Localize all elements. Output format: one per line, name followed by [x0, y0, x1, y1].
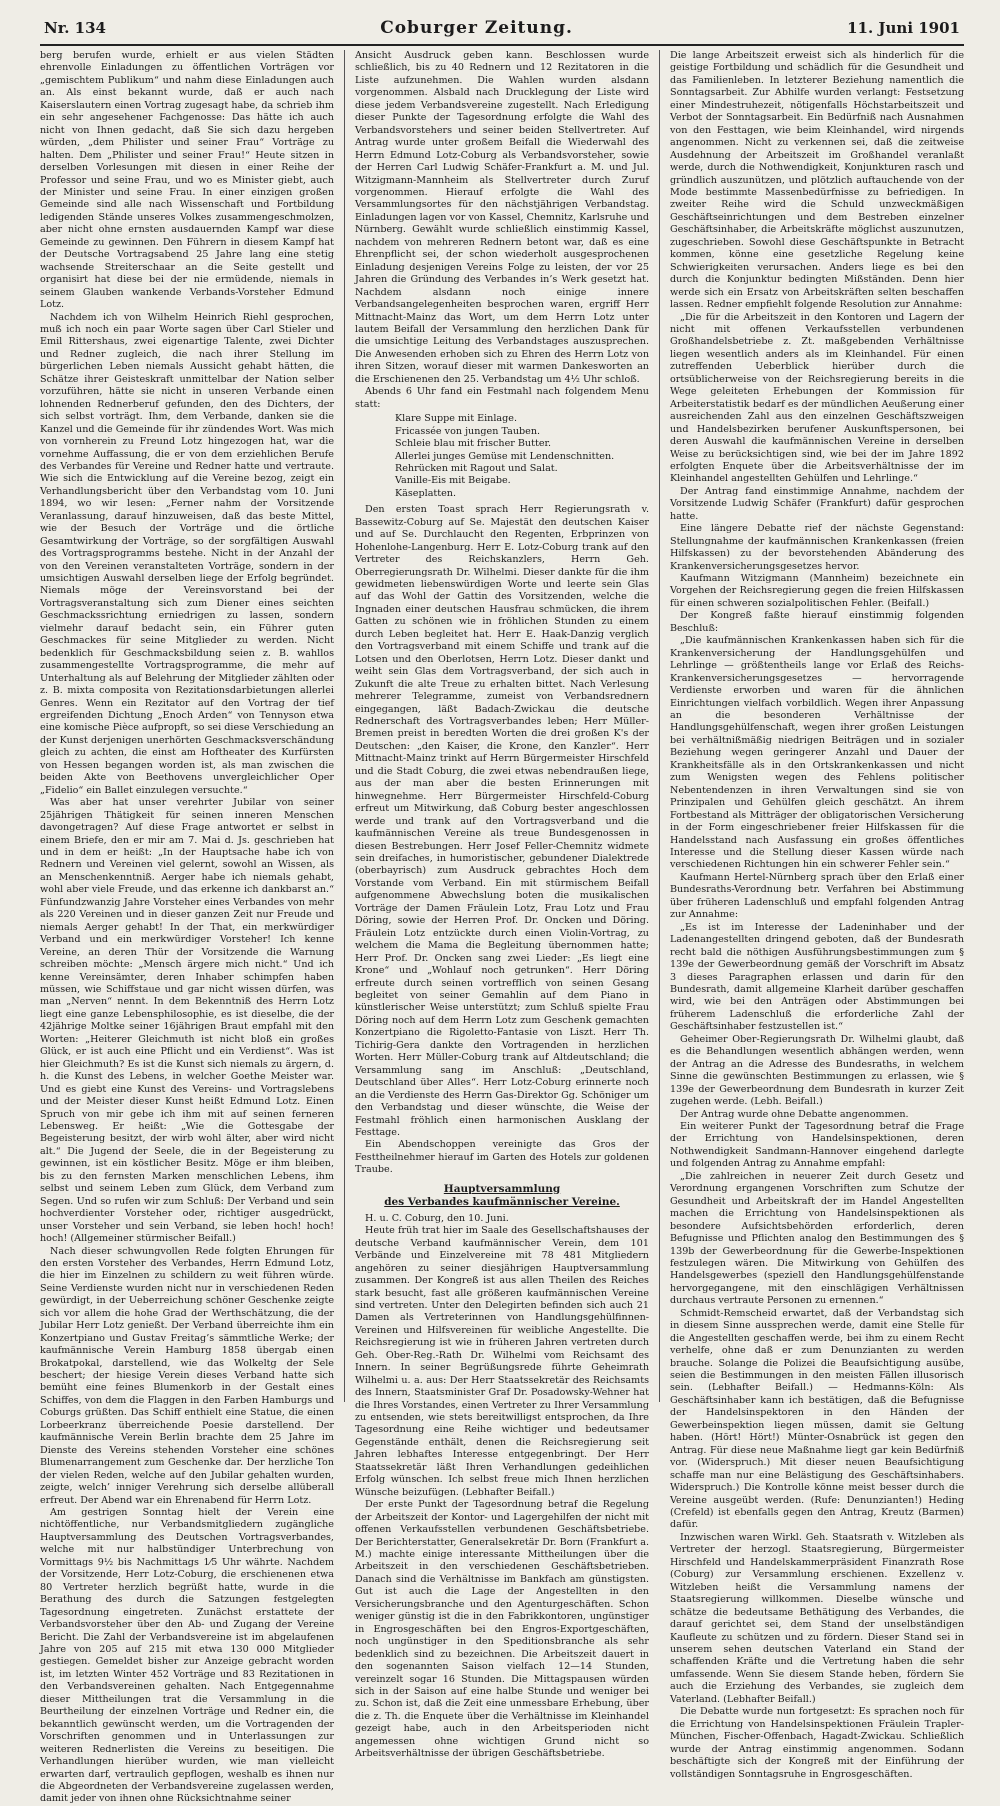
newspaper-title: Coburger Zeitung.: [380, 18, 573, 38]
menu-item: Käseplatten.: [395, 487, 457, 499]
paragraph: Schmidt-Remscheid erwartet, daß der Verbandstag sich in diesem Sinne aussprechen werde, damit eine Stelle für die Angestellten geschaffen werde, bei ihm zu einem Recht verhelfe, ohne daß er zum Denunzianten zu werden brauche. Solange die Polizei die Beaufsichtigung ausübe, seien die Bestimmungen in den meisten Fällen illusorisch sein. (Lebhafter Beifall.) — Hedmanns-Köln: Als Geschäftsinhaber kann ich bestätigen, daß die Befugnisse der Handelsinspektoren in den Händen der Gewerbeinspektion liegen müssen, damit sie Geltung haben. (Hört! Hört!) Münter-Osnabrück ist gegen den Antrag. Für diese neue Maßnahme liegt gar kein Bedürfniß vor. (Widerspruch.) Mit dieser neuen Beaufsichtigung schaffe man nur eine Belästigung des Geschäftsinhabers. Widerspruch.) Die Kontrolle könne meist besser durch die Vereine ausgeübt werden. (Rufe: Denunzianten!) Heding (Crefeld) ist ebenfalls gegen den Antrag, Kreutz (Barmen) dafür.: [670, 1307, 964, 1531]
paragraph: Der erste Punkt der Tagesordnung betraf die Regelung der Arbeitszeit der Kontor- und Lagergehilfen der nicht mit offenen Verkaufsstellen verbundenen Geschäftsbetriebe. Der Berichterstatter, Generalsekretär Dr. Born (Frankfurt a. M.) machte einige interessante Mittheilungen über die Arbeitszeit in den verschiedenen Geschäftsbetrieben. Danach sind die Verhältnisse im Bankfach am günstigsten. Gut ist auch die Lage der Angestellten in den Versicherungsbranche und den Agenturgeschäften. Schon weniger günstig ist die in den Fabrikkontoren, ungünstiger in Engrosgeschäften bei den Engros-Exportgeschäften, noch ungünstiger in den Speditionsbranche als sehr bedenklich sind zu bezeichnen. Die Arbeitszeit dauert in den sogenannten Saison vielfach 12—14 Stunden, vereinzelt sogar 16 Stunden. Die Mittagspausen würden sich in der Saison auf eine halbe Stunde und weniger bei zu. Schon ist, daß die Zeit eine unmessbare Erhebung, über die z. Th. die Enquete über die Verhältnisse im Kleinhandel gezeigt habe, auch in den Arbeitsperioden nicht angemessen ohne wichtigen Grund nicht so Arbeitsverhältnisse der übrigen Geschäftsbetriebe.: [355, 1499, 649, 1760]
column-divider: [659, 50, 660, 1402]
paragraph: Ein weiterer Punkt der Tagesordnung betraf die Frage der Errichtung von Handelsinspektionen, deren Nothwendigkeit Sandmann-Hannover eingehend darlegte und folgenden Antrag zu Annahme empfahl:: [670, 1120, 964, 1170]
paragraph: Der Kongreß faßte hierauf einstimmig folgenden Beschluß:: [670, 610, 964, 634]
paragraph: Am gestrigen Sonntag hielt der Verein eine nichtöffentliche, nur Verbandsmitgliedern zugängliche Hauptversammlung des Deutschen Vortragsverbandes, welche mit nur halbstündiger Unterbrechung von Vormittags 9½ bis Nachmittags 1⁄5 Uhr währte. Nachdem der Vorsitzende, Herr Lotz-Coburg, die erschienenen etwa 80 Vertreter herzlich begrüßt hatte, wurde in die Berathung des durch die Satzungen festgelegten Tagesordnung eingetreten. Zunächst erstattete der Verbandsvorsteher über den Ab- und Zugang der Vereine Bericht. Die Zahl der Verbandsvereine ist im abgelaufenen Jahre von 205 auf 215 mit etwa 130 000 Mitglieder gestiegen. Gemeldet bisher zur Anzeige gebracht worden ist, im letzten Winter 452 Vorträge und 83 Rezitationen in den Verbandsvereinen gehalten. Nach Entgegennahme dieser Mittheilungen trat die Versammlung in die Beurtheilung der einzelnen Vorträge und Redner ein, die bekanntlich gewünscht werden, um die Vortragenden der Vorschriften genommen und in Unterlassungen zur weiteren Rednerlisten die Vereins zu beseitigen. Die Verhandlungen hierüber wurden, wie man vielleicht erwarten darf, vertraulich gepflogen, weshalb es ihnen nur die Abgeordneten der Verbandsvereine zugelassen werden, damit jeder von ihnen ohne Rücksichtnahme seiner: [40, 1507, 334, 1805]
paragraph: „Die zahlreichen in neuerer Zeit durch Gesetz und Verordnung ergangenen Vorschriften zum Schutze der Gesundheit und Arbeitskraft der im Handel Angestellten machen die Errichtung von Handelsinspektionen als besondere Aufsichtsbehörden erforderlich, deren Befugnisse und Pflichten analog den Bestimmungen des § 139b der Gewerbeordnung für die Gewerbe-Inspektionen festzulegen wären. Die Mitwirkung von Gehülfen des Handelsgewerbes (speziell den Handlungsgehülfenstande hervorgegangene, mit den einschlägigen Verhältnissen durchaus vertraute Personen zu ernennen.“: [670, 1170, 964, 1307]
issue-date: 11. Juni 1901: [847, 19, 960, 37]
paragraph: berg berufen wurde, erhielt er aus vielen Städten ehrenvolle Einladungen zu öffentlichen Vorträgen vor „gemischtem Publikum“ und nahm diese Einladungen auch an. Als einst bekannt wurde, daß er auch nach Kaiserslautern einen Vortrag zugesagt habe, da schrieb ihm ein sehr angesehener Fachgenosse: Das hätte ich auch nicht von Ihnen gedacht, daß Sie sich dazu hergeben würden, „dem Philister und seiner Frau“ Vorträge zu halten. Dem „Philister und seiner Frau!“ Heute sitzen in derselben Vorlesungen mit diesen in einer Reihe der Professor und seine Frau, und wo es Minister giebt, auch der Minister und seine Frau. In einer einzigen großen Gemeinde sind alle nach Wissenschaft und Fortbildung ledigenden Stände unseres Volkes zusammengeschmolzen, aber nicht ohne ernsten ausdauernden Kampf war diese Gemeinde zu gewinnen. Den Führern in diesem Kampf hat der Deutsche Vortragsabend 25 Jahre lang eine stetig wachsende Streiterschaar an die Seite gestellt und organisirt hat diese bei der nie ermüdende, niemals in seinem Glauben wankende Verbands-Vorsteher Edmund Lotz.: [40, 50, 334, 311]
menu-item: Klare Suppe mit Einlage.: [395, 413, 518, 425]
paragraph: Nach dieser schwungvollen Rede folgten Ehrungen für den ersten Vorsteher des Verbandes, Herrn Edmund Lotz, die hier im Einzelnen zu schildern zu weit führen würde. Seine Verdienste wurden nicht nur in verschiedenen Reden gewürdigt, in der Ueberreichung schöner Geschenke zeigte sich vor allem die hohe Grad der Werthschätzung, die der Jubilar Herr Lotz genießt. Der Verband überreichte ihm ein Konzertpiano und Gustav Freitag’s sämmtliche Werke; der kaufmännische Verein Hamburg 1858 übergab einen Brokatpokal, darstellend, wie das Wolkeltg der Sele beschert; der hiesige Verein dieses Verband hatte sich bemüht eine feines Blumenkorb in der Gestalt eines Schiffes, von dem die Flaggen in den Farben Hamburgs und Coburgs grüßten. Das Schiff enthielt eine Statue, die einen Lorbeerkranz überreichende Poesie darstellend. Der kaufmännische Verein Berlin brachte dem 25 Jahre im Dienste des Vereins stehenden Vorsteher eine schönes Blumenarrangement zum Geschenke dar. Der herzliche Ton der vielen Reden, welche auf den Jubilar gehalten wurden, zeigte, welch’ inniger Verehrung sich derselbe allüberall erfreut. Der Abend war ein Ehrenabend für Herrn Lotz.: [40, 1245, 334, 1506]
paragraph: Was aber hat unser verehrter Jubilar von seiner 25jährigen Thätigkeit für seinen inneren Menschen davongetragen? Auf diese Frage antwortet er selbst in einem Briefe, den er mir am 7. Mai d. Js. geschrieben hat und in dem er heißt: „In der Hauptsache habe ich von Rednern und Vereinen viel gelernt, sowohl an Wissen, als an Menschenkenntniß. Aerger habe ich niemals gehabt, wohl aber viele Freude, und das erkenne ich dankbarst an.“ Fünfundzwanzig Jahre Vorsteher eines Verbandes von mehr als 220 Vereinen und in dieser ganzen Zeit nur Freude und niemals Aerger gehabt! In der That, ein merkwürdiger Verband und ein merkwürdiger Vorsteher! Ich kenne Vereine, an deren Thür der Vorsitzende die Warnung schreiben möchte: „Mensch ärgere mich nicht.“ Und ich kenne Vereinsämter, deren Inhaber schimpfen haben müssen, wie Schiffstaue und gar nicht wissen dürfen, was man „Nerven“ nennt. In dem Bekenntniß des Herrn Lotz liegt eine ganze Lebensphilosophie, es ist dieselbe, die der 42jährige Moltke seiner 16jährigen Braut empfahl mit den Worten: „Heiterer Gleichmuth ist nicht bloß ein großes Glück, er ist auch eine Pflicht und ein Verdienst“. Was ist hier Gleichmuth? Es ist die Kunst sich niemals zu ärgern, d. h. die Kunst des Lebens, in welcher Goethe Meister war. Und es giebt eine Kunst des Vereins- und Vortragslebens und der Meister dieser Kunst heißt Edmund Lotz. Einen Spruch von mir gebe ich ihm mit auf seinen ferneren Lebensweg. Er heißt: „Wie die Gottesgabe der Begeisterung besitzt, der wirb wohl älter, aber wird nicht alt.“ Die Jugend der Seele, die in der Begeisterung zu gewinnen, ist ein köstlicher Besitz. Möge er ihm bleiben, bis zu den fernsten Marken menschlichen Lebens, ihm selbst und seinem Leben zum Glück, dem Verband zum Segen. Und so rufen wir zum Schluß: Der Verband und sein hochverdienter Vorsteher oder, richtiger ausgedrückt, unser Vorsteher und sein Verband, sie leben hoch! hoch! hoch! (Allgemeiner stürmischer Beifall.): [40, 797, 334, 1245]
paragraph: Der Antrag fand einstimmige Annahme, nachdem der Vorsitzende Ludwig Schäfer (Frankfurt) dafür gesprochen hatte.: [670, 485, 964, 522]
paragraph: Nachdem ich von Wilhelm Heinrich Riehl gesprochen, muß ich noch ein paar Worte sagen über Carl Stieler und Emil Rittershaus, zwei eigenartige Talente, zwei Dichter und Redner zugleich, die nach ihrer Stellung im bürgerlichen Leben niemals Aussicht gehabt hätten, die Schätze ihrer Geisteskraft unmittelbar der Nation selber vorzuführen, hätte sie nicht in unseren Verbande einen lohnenden Rednerberuf gefunden, den des Dichters, der sich selbst vorträgt. Ihm, dem Verbande, danken sie die Kanzel und die Gemeinde für ihr zündendes Wort. Was mich von vornherein zu Freund Lotz hingezogen hat, war die vornehme Auffassung, die er von dem erziehlichen Berufe des Verbandes für Vereine und Redner hatte und vertraute. Wie sich die Entwicklung auf die Vereine bezog, zeigt ein Verhandlungsbericht über den Verbandstag vom 10. Juni 1894, wo wir lesen: „Ferner nahm der Vorsitzende Veranlassung, darauf hinzuweisen, daß das beste Mittel, wie der Besuch der Vorträge und die örtliche Gesamtwirkung der Vorträge, so der sorgfältigen Auswahl des Vortragsprogramms bestehe. Nicht in der Anzahl der von den Vereinen veranstalteten Vorträge, sondern in der umsichtigen Auswahl derselben liege der Erfolg begründet. Niemals möge der Vereinsvorstand bei der Vortragsveranstaltung sich zum Diener eines seichten Geschmackssrichtung erniedrigen zu lassen, sondern vielmehr darauf bedacht sein, ein Führer guten Geschmackes für seine Mitglieder zu werden. Nicht bedenklich für Geschmacksbildung seien z. B. wahllos zusammengestellte Vortragsprogramme, die mehr auf Unterhaltung als auf Belehrung der Mitglieder zählten oder z. B. mixta composita von Rezitationsdarbietungen allerlei Genres. Wenn ein Rezitator auf den Vortrag der tief ergreifenden Dichtung „Enoch Arden“ von Tennyson etwa eine komische Pièce aufpropft, so sei diese Verschiedung an der Kunst derjenigen unerhörten Geschmacksverschändung gleich zu achten, die einst am Hoftheater des Kurfürsten von Hessen begangen worden ist, als man zwischen die beiden Akte von Beethovens unvergleichlicher Oper „Fidelio“ ein Ballet einzulegen versuchte.“: [40, 311, 334, 796]
masthead: [40, 14, 964, 42]
paragraph: Ein Abendschoppen vereinigte das Gros der Festtheilnehmer hierauf im Garten des Hotels zur goldenen Traube.: [355, 1139, 649, 1176]
menu-item: Fricassée von jungen Tauben.: [395, 425, 541, 437]
paragraph: Heute früh trat hier im Saale des Gesellschaftshauses der deutsche Verband kaufmännischer Verein, dem 101 Verbände und Einzelvereine mit 78 481 Mitgliedern angehören zu seiner diesjährigen Hauptversammlung zusammen. Der Kongreß ist aus allen Theilen des Reiches stark besucht, fast alle größeren kaufmännischen Vereine sind vertreten. Unter den Delegirten befinden sich auch 21 Damen als Vertreterinnen von Handlungsgehülfinnen-Vereinen und Hilfsvereinen für weibliche Angestellte. Die Reichsregierung ist wie in früheren Jahren vertreten durch Geh. Ober-Reg.-Rath Dr. Wilhelmi vom Reichsamt des Innern. In seiner Begrüßungsrede führte Geheimrath Wilhelmi u. a. aus: Der Herr Staatssekretär des Reichsamts des Innern, Staatsminister Graf Dr. Posadowsky-Wehner hat die Ihres Vorstandes, einen Vertreter zu Ihrer Versammlung zu entsenden, wie stets bereitwilligst entsprochen, da Ihre Tagesordnung eine Reihe wichtiger und bedeutsamer Gegenstände enthält, denen die Reichsregierung seit Jahren lebhaftes Interesse entgegenbringt. Der Herr Staatssekretär läßt Ihren Verhandlungen gedeihlichen Erfolg wünschen. Ich selbst freue mich Ihnen herzlichen Wünsche beizufügen. (Lebhafter Beifall.): [355, 1225, 649, 1498]
text-columns: [40, 50, 964, 1805]
column-3: [670, 50, 964, 1780]
section-heading-line2: des Verbandes kaufmännischer Vereine.: [384, 1195, 620, 1208]
menu-item: Rehrücken mit Ragout und Salat.: [395, 462, 558, 474]
column-2: [355, 50, 649, 1760]
paragraph: „Die kaufmännischen Krankenkassen haben sich für die Krankenversicherung der Handlungsgehülfen und Lehrlinge — größtentheils lange vor Erlaß des Reichs-Krankenversicherungsgesetzes — hervorragende Verdienste erworben und waren für die ähnlichen Einrichtungen vielfach vorbildlich. Wegen ihrer Anpassung an die besonderen Verhältnisse der Handlungsgehülfenschaft, wegen ihrer großen Leistungen bei verhältnißmäßig niedrigen Beiträgen und in sozialer Beziehung wegen geringerer Anzahl und Dauer der Krankheitsfälle als in den Ortskrankenkassen und nicht zum Wenigsten wegen des Fehlens politischer Nebentendenzen in ihren Verwaltungen sind sie von Prinzipalen und Gehülfen gleich geschätzt. An ihrem Fortbestand als Mitträger der obligatorischen Versicherung in der Form eingeschriebener freier Hilfskassen für die Handelsstand nach Ausfassung ein großes öffentliches Interesse und die Stellung dieser Kassen würde nach verschiedenen Richtungen hin ein schwerer Fehler sein.“: [670, 635, 964, 871]
section-heading-line1: Hauptversammlung: [443, 1182, 561, 1195]
column-divider: [344, 50, 345, 1402]
paragraph: Die Debatte wurde nun fortgesetzt: Es sprachen noch für die Errichtung von Handelsinspektionen Fräulein Trapler-München, Fischer-Offenbach, Hagadt-Zwickau. Schließlich wurde der Antrag einstimmig angenommen. Sodann beschäftigte sich der Kongreß mit der Einführung der vollständigen Sonntagsruhe in Engrosgeschäften.: [670, 1706, 964, 1780]
paragraph: Die lange Arbeitszeit erweist sich als hinderlich für die geistige Fortbildung und schädlich für die Gesundheit und das Familienleben. In letzterer Beziehung namentlich die Sonntagsarbeit. Zur Abhilfe wurden verlangt: Festsetzung einer Mindestruhezeit, nötigenfalls Höchstarbeitszeit und Verbot der Sonntagsarbeit. Ein Bedürfniß nach Ausnahmen von den Festtagen, wie beim Kleinhandel, wird nirgends angenommen. Nicht zu verkennen sei, daß die zeitweise Ausdehnung der Arbeitszeit im Großhandel veranlaßt werde, durch die Nothwendigkeit, Konjunkturen rasch und gründlich auszunützen, und plötzlich auftauchende von der Mode bestimmte Massenbedürfnisse zu befriedigen. In zweiter Reihe wird die Schuld unzweckmäßigen Geschäftseinrichtungen und dem Bestreben einzelner Geschäftsinhaber, die Arbeitskräfte möglichst auszunutzen, zugeschrieben. Sowohl diese Geschäftspunkte in Betracht kommen, könne eine gesetzliche Regelung keine Schwierigkeiten verursachen. Anders liege es bei den durch die Konjunktur bedingten Mißständen. Denn hier werde sich ein Ersatz von Arbeitskräften selten beschaffen lassen. Redner empfiehlt folgende Resolution zur Annahme:: [670, 50, 964, 311]
paragraph: „Es ist im Interesse der Ladeninhaber und der Ladenangestellten dringend geboten, daß der Bundesrath recht bald die nöthigen Ausführungsbestimmungen zum § 139e der Gewerbeordnung gemäß der Vorschrift im Absatz 3 dieses Paragraphen erlassen und darin für den Bundesrath, damit allgemeine Klarheit darüber geschaffen wird, wie bei den Anträgen oder Abstimmungen bei früherem Ladenschluß die erforderliche Zahl der Geschäftsinhaber festzustellen ist.“: [670, 921, 964, 1033]
festmahl-menu: [395, 413, 649, 500]
menu-item: Allerlei junges Gemüse mit Lendenschnitten.: [395, 450, 615, 462]
column-1: [40, 50, 334, 1805]
menu-item: Schleie blau mit frischer Butter.: [395, 438, 552, 450]
issue-number: Nr. 134: [44, 19, 106, 37]
paragraph: Eine längere Debatte rief der nächste Gegenstand: Stellungnahme der kaufmännischen Krankenkassen (freien Hilfskassen) zu der bevorstehenden Abänderung des Krankenversicherungsgesetzes hervor.: [670, 523, 964, 572]
paragraph: „Die für die Arbeitszeit in den Kontoren und Lagern der nicht mit offenen Verkaufsstellen verbundenen Großhandelsbetriebe z. Zt. maßgebenden Verhältnisse liegen wesentlich anders als im Kleinhandel. Für einen zutreffenden Ueberblick hierüber durch die ortsüblicherweise von der Reichsregierung bereits in die Wege geleiteten Erhebungen der Kommission für Arbeiterstatistik bedarf es der mündlichen Aeußerung einer ausreichenden Zahl aus den einzelnen Geschäftszweigen und Handelsbezirken berufener Auskunftspersonen, bei deren Auswahl die kaufmännischen Vereine in derselben Weise zu berücksichtigen sind, wie bei der im Jahre 1892 erfolgten Enquete über die Arbeitsverhältnisse der im Kleinhandel angestellten Gehülfen und Lehrlinge.“: [670, 311, 964, 485]
paragraph: Kaufmann Witzigmann (Mannheim) bezeichnete ein Vorgehen der Reichsregierung gegen die freien Hilfskassen für einen schweren sozialpolitischen Fehler. (Beifall.): [670, 573, 964, 609]
paragraph: Inzwischen waren Wirkl. Geh. Staatsrath v. Witzleben als Vertreter der herzogl. Staatsregierung, Bürgermeister Hirschfeld und Handelskammerpräsident Finanzrath Rose (Coburg) zur Versammlung erschienen. Exzellenz v. Witzleben heißt die Versammlung namens der Staatsregierung willkommen. Dieselbe wünsche und schätze die bedeutsame Bethätigung des Verbandes, die darauf gerichtet sei, dem Stand der unselbständigen Kaufleute zu schützen und zu fördern. Dieser Stand sei in unserem sehen deutschen Vaterland ein Stand der schaffenden Kräfte und die Vertretung haben die sehr umfassende. Wenn Sie diesem Stande heben, fördern Sie auch die Erziehung des Verbandes, sie zugleich dem Vaterland. (Lebhafter Beifall.): [670, 1531, 964, 1705]
paragraph: Der Antrag wurde ohne Debatte angenommen.: [680, 1108, 909, 1120]
paragraph: Den ersten Toast sprach Herr Regierungsrath v. Bassewitz-Coburg auf Se. Majestät den deutschen Kaiser und auf Se. Durchlaucht den Regenten, Erbprinzen von Hohenlohe-Langenburg. Herr E. Lotz-Coburg trank auf den Vertreter des Reichskanzlers, Herrn Geh. Oberregierungsrath Dr. Wilhelmi. Dieser dankte für die ihm gewidmeten liebenswürdigen Worte und leerte sein Glas auf das Wohl der Gattin des Vorsitzenden, welche die Ingnaden einer deutschen Hausfrau schmücken, die ihrem Gatten zu schönen wie in fröhlichen Stunden zu einem durch Leben begleitet hat. Herr E. Haak-Danzig verglich den Vortragsverband mit einem Schiffe und trank auf die Lotsen und den Oberlotsen, Herrn Lotz. Dieser dankt und weiht sein Glas dem Vortragsverband, der sich auch in Zukunft die alte Treue zu erhalten bittet. Nach Verlesung mehrerer Telegramme, zumeist von Verbandsrednern eingegangen, läßt Badach-Zwickau die deutsche Rednerschaft des Vortragsverbandes leben; Herr Müller-Bremen preist in beredten Worten die drei großen K's der Deutschen: „den Kaiser, die Krone, den Kanzler“. Herr Mittnacht-Mainz trinkt auf Herrn Bürgermeister Hirschfeld und die Stadt Coburg, die zwei etwas nebendraußen liege, aus der man aber die besten Erinnerungen mit hinwegnehme. Herr Bürgermeister Hirschfeld-Coburg erfreut um Mitwirkung, daß Coburg bester angeschlossen werde und trank auf den Vortragsverband und die kaufmännischen Vereine als treue Bundesgenossen in diesen Bestrebungen. Herr Josef Feller-Chemnitz widmete sein dreifaches, in humoristischer, gebundener Dialektrede (oberbayrisch) zum Ausdruck gebrachtes Hoch dem Vorstande vom Verband. Ein mit stürmischem Beifall aufgenommene Abwechslung boten die musikalischen Vorträge der Damen Fräulein Lotz, Frau Lotz und Frau Döring, sowie der Herren Prof. Dr. Oncken und Döring. Fräulein Lotz entzückte durch einen Violin-Vortrag, zu welchem die Mama die Begleitung übernommen hatte; Herr Prof. Dr. Oncken sang zwei Lieder: „Es liegt eine Krone“ und „Wohlauf noch getrunken“. Herr Döring erfreute durch seinen vortrefflich von seinen Gesang begleitet von seiner Gemahlin auf dem Piano in künstlerischer Weise unterstützt; zum Schluß spielte Frau Döring noch auf dem Herrn Lotz zum Geschenk gemachten Konzertpiano die Rigoletto-Fantasie von Liszt. Herr Th. Tichirig-Gera dankte den Vortragenden in herzlichen Worten. Herr Müller-Coburg trank auf Altdeutschland; die Versammlung sang im Anschluß: „Deutschland, Deutschland über Alles“. Herr Lotz-Coburg erinnerte noch an die Verdienste des Herrn Gas-Direktor Gg. Schöniger um den Verbandstag und dieser wünschte, die Weise der Festmahl fröhlich einen harmonischen Ausklang der Festtage.: [355, 504, 649, 1138]
paragraph: Ansicht Ausdruck geben kann. Beschlossen wurde schließlich, bis zu 40 Rednern und 12 Rezitatoren in die Liste aufzunehmen. Die Wahlen wurden alsdann vorgenommen. Alsbald nach Drucklegung der Liste wird diese jedem Verbandsvereine zugestellt. Nach Erledigung dieser Punkte der Tagesordnung erfolgte die Wahl des Verbandsvorstehers und seiner beiden Stellvertreter. Auf Antrag wurde unter großem Beifall die Wiederwahl des Herrn Edmund Lotz-Coburg als Verbandsvorsteher, sowie der Herren Carl Ludwig Schäfer-Frankfurt a. M. und Jul. Witzigmann-Mannheim als Stellvertreter durch Zuruf vorgenommen. Hierauf erfolgte die Wahl des Versammlungsortes für den nächstjährigen Verbandstag. Einladungen lagen vor von Kassel, Chemnitz, Karlsruhe und Nürnberg. Gewählt wurde schließlich einstimmig Kassel, nachdem von mehreren Rednern betont war, daß es eine Ehrenpflicht sei, der schon wiederholt ausgesprochenen Einladung desjenigen Vereins Folge zu leisten, der vor 25 Jahren die Gründung des Verbandes in’s Werk gesetzt hat. Nachdem alsdann noch einige innere Verbandsangelegenheiten besprochen waren, ergriff Herr Mittnacht-Mainz das Wort, um dem Herrn Lotz unter lautem Beifall der Versammlung den herzlichen Dank für die umsichtige Leitung des Verbandstages auszusprechen. Die Anwesenden erhoben sich zu Ehren des Herrn Lotz von ihren Sitzen, worauf dieser mit warmen Dankesworten an die Erschienenen den 25. Verbandstag um 4½ Uhr schloß.: [355, 50, 649, 385]
masthead-rule: [40, 44, 964, 46]
paragraph: Abends 6 Uhr fand ein Festmahl nach folgendem Menu statt:: [355, 386, 649, 410]
section-heading: [355, 1183, 649, 1209]
paragraph: Geheimer Ober-Regierungsrath Dr. Wilhelmi glaubt, daß es die Behandlungen wesentlich abhängen werden, wenn der Antrag an die Adresse des Bundesraths, in welchem Sinne die gewünschten Bestimmungen zu erlassen, wie § 139e der Gewerbeordnung dem Bundesrath in kurzer Zeit zugehen werde. (Lebh. Beifall.): [670, 1033, 964, 1108]
paragraph: Kaufmann Hertel-Nürnberg sprach über den Erlaß einer Bundesraths-Verordnung betr. Verfahren bei Abstimmung über früheren Ladenschluß und empfahl folgenden Antrag zur Annahme:: [670, 871, 964, 921]
menu-item: Vanille-Eis mit Beigabe.: [395, 475, 511, 487]
dateline: H. u. C. Coburg, den 10. Juni.: [365, 1212, 509, 1224]
